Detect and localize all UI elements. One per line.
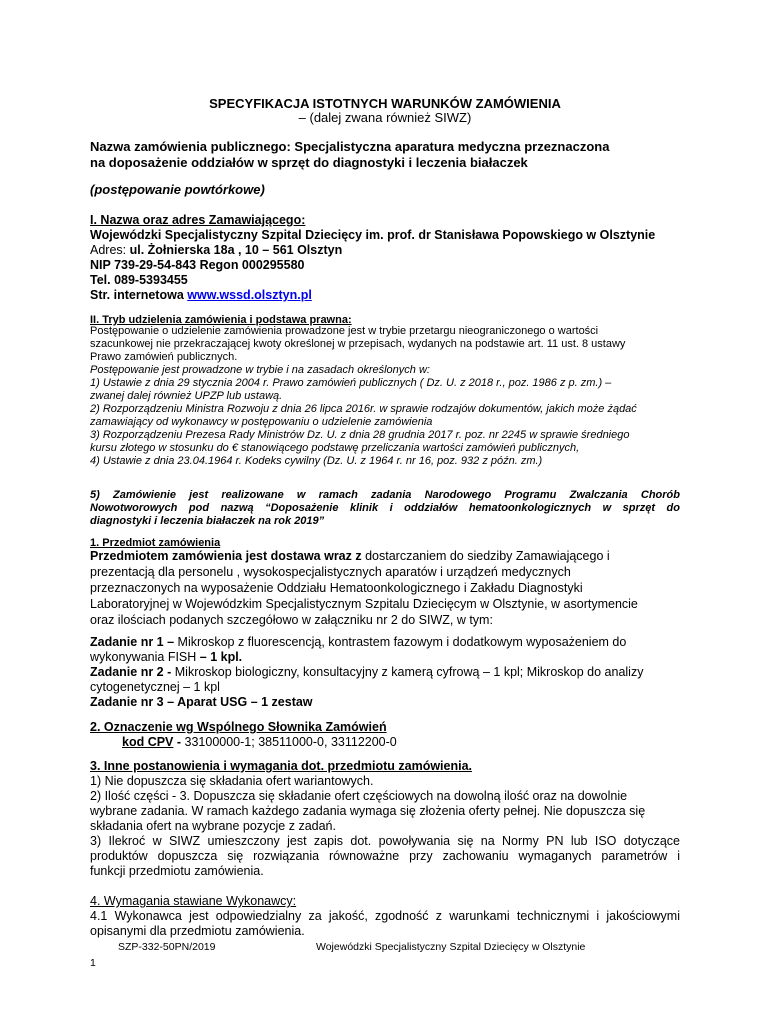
order-name-line1: Nazwa zamówienia publicznego: Specjalistyczna aparatura medyczna przeznaczona: [90, 139, 610, 154]
task-1-desc: Mikroskop z fluorescencją, kontrastem fazowym i dodatkowym wyposażeniem do: [177, 635, 627, 649]
program-note-line: Nowotworowych pod nazwą “Doposażenie klinik i oddziałów hematoonkologicznych w sprzęt do: [90, 502, 680, 514]
phone: Tel. 089-5393455: [90, 273, 188, 287]
section2-paragraph-line: szacunkowej nie przekraczającej kwoty określonej w przepisach, wydanych na podstawie art. 11 ust. 8 ustawy: [90, 338, 626, 350]
repeat-note: (postępowanie powtórkowe): [90, 182, 265, 197]
legal-basis-line: 1) Ustawie z dnia 29 stycznia 2004 r. Prawo zamówień publicznych ( Dz. U. z 2018 r., poz. 1986 z p. zm.) –: [90, 377, 612, 389]
document-subtitle: – (dalej zwana również SIWZ): [298, 110, 472, 125]
subject-line: przeznaczonych na wyposażenie Oddziału Hematoonkologicznego i Zakładu Diagnostyki: [90, 581, 583, 595]
nip-regon: NIP 739-29-54-843 Regon 000295580: [90, 258, 305, 272]
cpv-line: [122, 735, 397, 750]
task-1-label: Zadanie nr 1 –: [90, 635, 178, 649]
address-label: Adres:: [90, 243, 130, 257]
task-2: [90, 665, 643, 680]
task-2-desc: Mikroskop biologiczny, konsultacyjny z kamerą cyfrową – 1 kpl; Mikroskop do analizy: [174, 665, 644, 679]
task-2-cont: cytogenetycznej – 1 kpl: [90, 680, 220, 694]
legal-basis-line: zamawiający od wykonawcy w postępowaniu o udzielenie zamówienia: [90, 416, 433, 428]
address-value: ul. Żołnierska 18a , 10 – 561 Olsztyn: [129, 243, 343, 257]
other-provisions-line: składania ofert na wybrane pozycje z zadań.: [90, 819, 336, 833]
subject-line: oraz ilościach podanych szczegółowo w załączniku nr 2 do SIWZ, w tym:: [90, 613, 493, 627]
subject-line: [90, 549, 610, 564]
section2-paragraph-line: Postępowanie o udzielenie zamówienia prowadzone jest w trybie przetargu nieograniczonego o wartości: [90, 325, 599, 337]
other-provisions-line: produktów dopuszcza się rozwiązania równoważne przy zachowaniu wymaganych parametrów i: [90, 849, 680, 863]
other-provisions-heading: 3. Inne postanowienia i wymagania dot. przedmiotu zamówienia.: [90, 759, 473, 773]
task-3: Zadanie nr 3 – Aparat USG – 1 zestaw: [90, 695, 313, 709]
program-note-line: diagnostyki i leczenia białaczek na rok 2019”: [90, 515, 325, 527]
task-2-label: Zadanie nr 2 -: [90, 665, 175, 679]
contractor-line: 4.1 Wykonawca jest odpowiedzialny za jakość, zgodność z warunkami technicznymi i jakościowymi: [90, 909, 680, 923]
cpv-label: kod CPV: [122, 735, 174, 749]
section2-paragraph-line: Prawo zamówień publicznych.: [90, 351, 238, 363]
other-provisions-line: funkcji przedmiotu zamówienia.: [90, 864, 264, 878]
document-title: SPECYFIKACJA ISTOTNYCH WARUNKÓW ZAMÓWIENIA: [209, 96, 561, 111]
address-line: [90, 243, 342, 258]
other-provisions-line: wybrane zadania. W ramach każdego zadania wymaga się złożenia oferty pełnej. Nie dopuszcza się: [90, 804, 646, 818]
contracting-authority-name: Wojewódzki Specjalistyczny Szpital Dziecięcy im. prof. dr Stanisława Popowskiego w Olsztynie: [90, 228, 656, 242]
order-name-line2: na doposażenie oddziałów w sprzęt do diagnostyki i leczenia białaczek: [90, 155, 528, 170]
legal-basis-line: 4) Ustawie z dnia 23.04.1964 r. Kodeks cywilny (Dz. U. z 1964 r. nr 16, poz. 932 z późn. zm.): [90, 455, 543, 467]
program-note-line: 5) Zamówienie jest realizowane w ramach zadania Narodowego Programu Zwalczania Chorób: [90, 489, 680, 501]
section1-heading: I. Nazwa oraz adres Zamawiającego:: [90, 213, 306, 227]
task-1-desc-cont: wykonywania FISH: [90, 650, 200, 664]
website-line: [90, 288, 312, 303]
subject-lead: Przedmiotem zamówienia jest dostawa wraz z: [90, 549, 366, 563]
legal-basis-line: zwanej dalej również UPZP lub ustawą.: [90, 390, 283, 402]
contractor-heading: 4. Wymagania stawiane Wykonawcy:: [90, 894, 297, 908]
legal-basis-line: kursu złotego w stosunku do € stanowiącego podstawę przeliczania wartości zamówień publicznych,: [90, 442, 580, 454]
task-1-qty: – 1 kpl.: [199, 650, 243, 664]
subject-line: prezentacją dla personelu , wysokospecjalistycznych aparatów i urządzeń medycznych: [90, 565, 571, 579]
footer-reference: SZP-332-50PN/2019: [118, 941, 216, 953]
other-provisions-line: 3) Ilekroć w SIWZ umieszczony jest zapis dot. powoływania się na Normy PN lub ISO dotyczące: [90, 834, 680, 848]
legal-basis-line: Postępowanie jest prowadzone w trybie i na zasadach określonych w:: [90, 364, 430, 376]
other-provisions-line: 2) Ilość części - 3. Dopuszcza się składanie ofert częściowych na dowolną ilość oraz na dowolnie: [90, 789, 628, 803]
legal-basis-line: 3) Rozporządzeniu Prezesa Rady Ministrów Dz. U. z dnia 28 grudnia 2017 r. poz. nr 2245 w sprawie średniego: [90, 429, 630, 441]
task-1: [90, 635, 626, 650]
cpv-dash: -: [173, 735, 185, 749]
section2-heading: II. Tryb udzielenia zamówienia i podstawa prawna:: [90, 314, 352, 326]
page-number: 1: [90, 957, 96, 969]
cpv-codes: 33100000-1; 38511000-0, 33112200-0: [184, 735, 397, 749]
website-link[interactable]: www.wssd.olsztyn.pl: [187, 288, 312, 302]
other-provisions-line: 1) Nie dopuszcza się składania ofert wariantowych.: [90, 774, 374, 788]
footer-organization: Wojewódzki Specjalistyczny Szpital Dziecięcy w Olsztynie: [316, 941, 586, 953]
subject-heading: 1. Przedmiot zamówienia: [90, 537, 221, 549]
website-label: Str. internetowa: [90, 288, 188, 302]
subject-line: Laboratoryjnej w Wojewódzkim Specjalistycznym Szpitalu Dziecięcym w Olsztynie, w asortymencie: [90, 597, 638, 611]
cpv-heading: 2. Oznaczenie wg Wspólnego Słownika Zamówień: [90, 720, 387, 734]
task-1-cont: [90, 650, 242, 665]
legal-basis-line: 2) Rozporządzeniu Ministra Rozwoju z dnia 26 lipca 2016r. w sprawie rodzajów dokumentów, jakich może żądać: [90, 403, 637, 415]
subject-lead-rest: dostarczaniem do siedziby Zamawiającego i: [365, 549, 610, 563]
contractor-line: opisanymi dla przedmiotu zamówienia.: [90, 924, 305, 938]
